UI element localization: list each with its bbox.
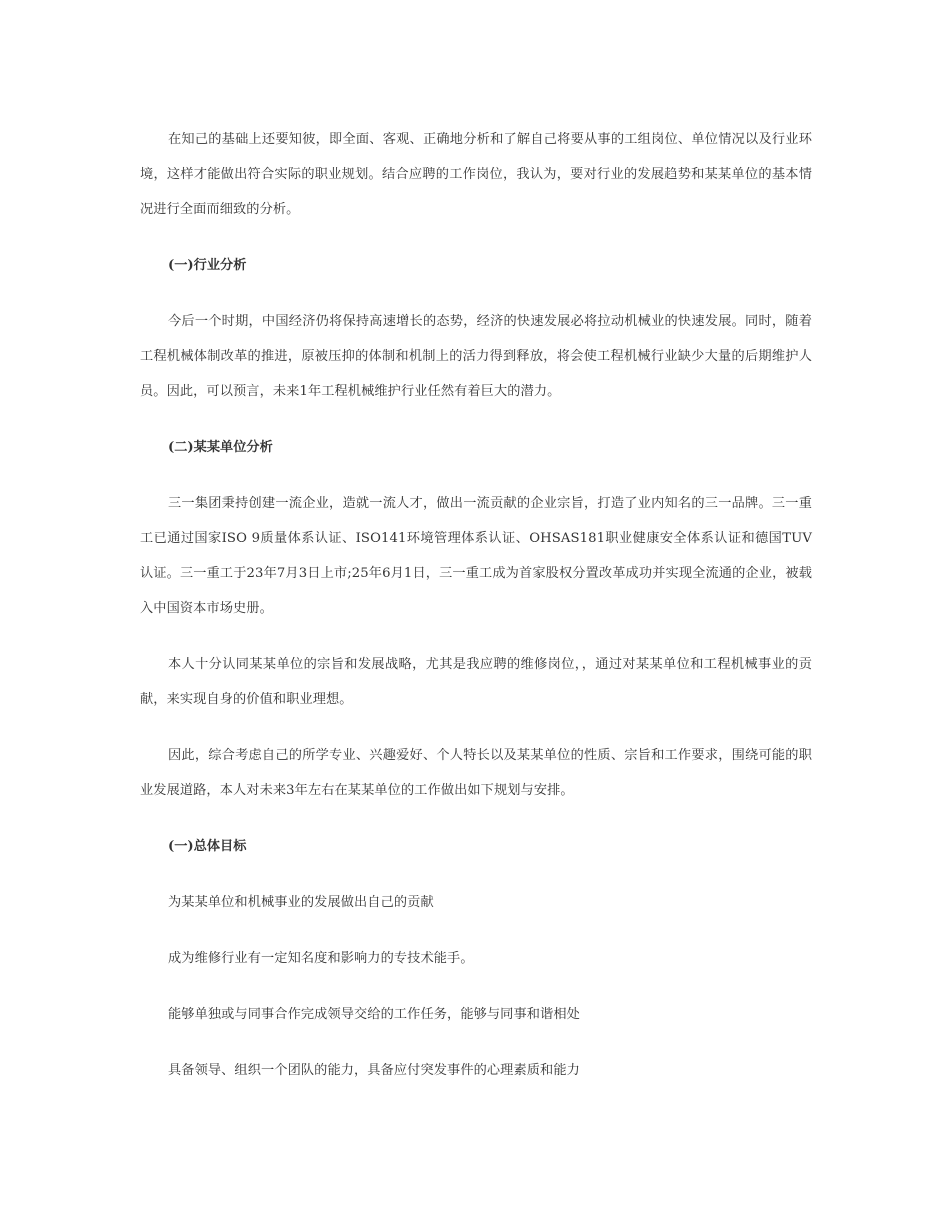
goal-item-leadership: 具备领导、组织一个团队的能力，具备应付突发事件的心理素质和能力 [168,1063,580,1078]
goal-item-expert: 成为维修行业有一定知名度和影响力的专技术能手。 [168,951,474,966]
heading-company-analysis: (二)某某单位分析 [168,440,273,455]
document-page [140,122,812,1109]
heading-overall-goal: (一)总体目标 [168,839,247,854]
heading-industry-analysis: (一)行业分析 [168,258,247,273]
paragraph-industry: 今后一个时期，中国经济仍将保持高速增长的态势，经济的快速发展必将拉动机械业的快速发展。同时，随着工程机械体制改革的推进，原被压抑的体制和机制上的活力得到释放，将会使工程机械行业缺少大量的后期维护人员。因此，可以预言，未来1年工程机械维护行业任然有着巨大的潜力。 [140,314,812,399]
paragraph-plan: 因此，综合考虑自己的所学专业、兴趣爱好、个人特长以及某某单位的性质、宗旨和工作要求，围绕可能的职业发展道路，本人对未来3年左右在某某单位的工作做出如下规划与安排。 [140,748,812,798]
goal-item-contribution: 为某某单位和机械事业的发展做出自己的贡献 [168,895,434,910]
paragraph-company: 三一集团秉持创建一流企业，造就一流人才，做出一流贡献的企业宗旨，打造了业内知名的三一品牌。三一重工已通过国家ISO 9质量体系认证、ISO141环境管理体系认证、OHSAS181职业健康安全体系认证和德国TUV认证。三一重工于23年7月3日上市;25年6月1日，三一重工成为首家股权分置改革成功并实现全流通的企业，被载入中国资本市场史册。 [140,496,812,616]
goal-item-teamwork: 能够单独或与同事合作完成领导交给的工作任务，能够与同事和谐相处 [168,1007,580,1022]
paragraph-intro: 在知己的基础上还要知彼，即全面、客观、正确地分析和了解自己将要从事的工组岗位、单位情况以及行业环境，这样才能做出符合实际的职业规划。结合应聘的工作岗位，我认为，要对行业的发展趋势和某某单位的基本情况进行全面而细致的分析。 [140,132,812,217]
paragraph-agreement: 本人十分认同某某单位的宗旨和发展战略，尤其是我应聘的维修岗位，，通过对某某单位和工程机械事业的贡献，来实现自身的价值和职业理想。 [140,657,812,707]
